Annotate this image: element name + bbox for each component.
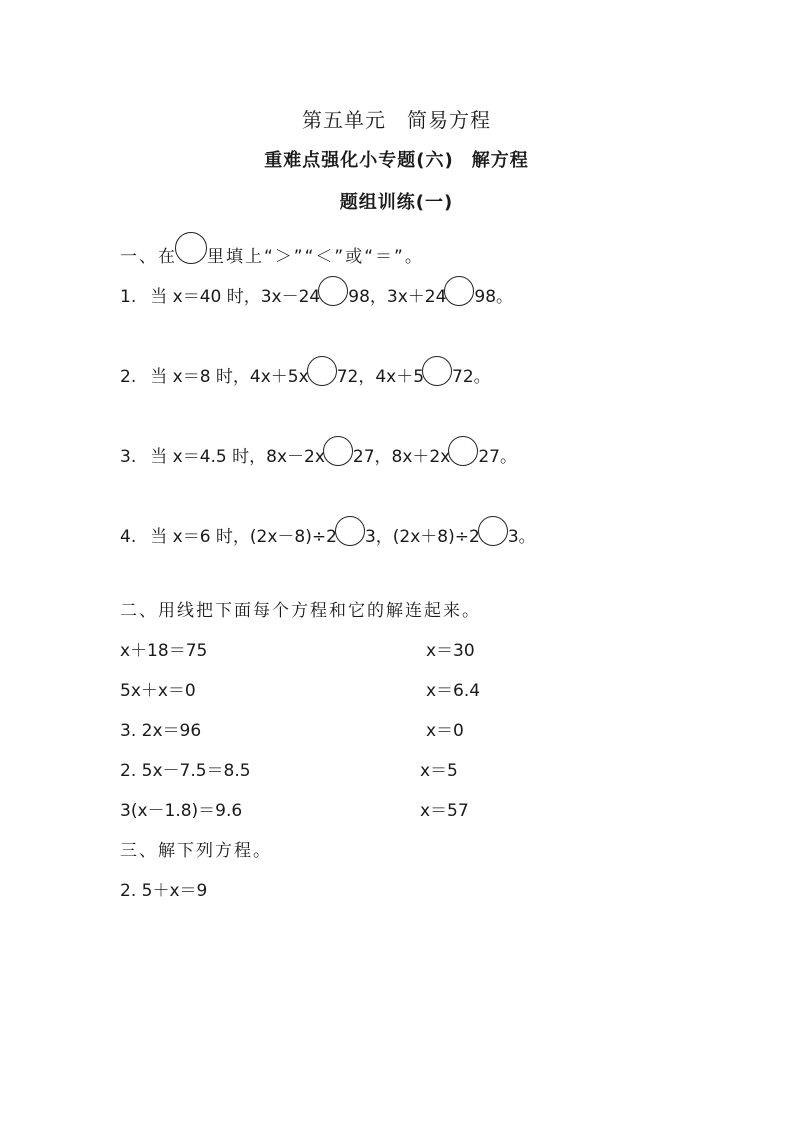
item-condition: 当 x＝4.5 时， — [150, 447, 267, 467]
topic-title — [0, 146, 793, 172]
solution-right-4[interactable]: x＝5 — [420, 761, 458, 781]
item-rhs2: 72。 — [452, 367, 491, 387]
topic-title-left: 重难点强化小专题(六) — [264, 150, 454, 171]
item-expr2: 3x＋24 — [386, 287, 447, 307]
item-condition: 当 x＝8 时， — [150, 367, 250, 387]
part1-instruction — [120, 232, 424, 267]
answer-circle-3a[interactable] — [323, 436, 353, 466]
solution-right-2[interactable]: x＝6.4 — [426, 681, 481, 701]
answer-circle-icon — [175, 232, 207, 264]
answer-circle-4a[interactable] — [335, 516, 365, 546]
item-rhs2: 3。 — [507, 527, 536, 547]
item-condition: 当 x＝6 时， — [150, 527, 250, 547]
equation-left-5[interactable]: 3(x－1.8)＝9.6 — [120, 801, 243, 821]
part1-item-2 — [120, 356, 491, 387]
answer-circle-2a[interactable] — [307, 356, 337, 386]
solution-right-1[interactable]: x＝30 — [426, 641, 475, 661]
answer-circle-2b[interactable] — [422, 356, 452, 386]
part2-instruction: 二、用线把下面每个方程和它的解连起来。 — [120, 601, 481, 621]
item-expr2: 8x＋2x — [391, 447, 451, 467]
unit-title: 第五单元 简易方程 — [302, 108, 491, 132]
group-title: 题组训练(一) — [339, 192, 454, 213]
item-expr2: 4x＋5 — [375, 367, 425, 387]
equation-left-1[interactable]: x＋18＝75 — [120, 641, 208, 661]
item-rhs1: 27， — [352, 447, 392, 467]
item-rhs1: 72， — [336, 367, 376, 387]
item-expr1: 3x－24 — [260, 287, 321, 307]
item-rhs1: 3， — [364, 527, 393, 547]
item-number: 3. — [120, 447, 137, 467]
topic-title-right: 解方程 — [471, 150, 529, 171]
item-expr1: (2x－8)÷2 — [249, 527, 337, 547]
item-number: 1. — [120, 287, 137, 307]
equation-left-2[interactable]: 5x＋x＝0 — [120, 681, 196, 701]
item-rhs2: 98。 — [474, 287, 514, 307]
solution-right-5[interactable]: x＝57 — [420, 801, 469, 821]
solution-right-3[interactable]: x＝0 — [426, 721, 464, 741]
item-number: 4. — [120, 527, 137, 547]
part3-instruction: 三、解下列方程。 — [120, 841, 272, 861]
part1-instruction-suffix: 里填上“＞”“＜”或“＝”。 — [207, 247, 424, 267]
part1-item-3 — [120, 436, 517, 467]
answer-circle-1a[interactable] — [318, 276, 348, 306]
item-expr2: (2x＋8)÷2 — [392, 527, 480, 547]
item-expr1: 4x＋5x — [249, 367, 309, 387]
item-rhs1: 98， — [348, 287, 387, 307]
part1-item-4 — [120, 516, 536, 547]
answer-circle-3b[interactable] — [448, 436, 478, 466]
part3-item-1: 2. 5＋x＝9 — [120, 881, 208, 901]
part1-instruction-prefix: 一、在 — [120, 247, 177, 267]
item-number: 2. — [120, 367, 137, 387]
equation-left-3[interactable]: 3. 2x＝96 — [120, 721, 202, 741]
equation-left-4[interactable]: 2. 5x－7.5＝8.5 — [120, 761, 251, 781]
item-condition: 当 x＝40 时， — [150, 287, 261, 307]
answer-circle-4b[interactable] — [478, 516, 508, 546]
answer-circle-1b[interactable] — [444, 276, 474, 306]
item-expr1: 8x－2x — [266, 447, 325, 467]
part1-item-1 — [120, 276, 513, 307]
item-rhs2: 27。 — [478, 447, 517, 467]
